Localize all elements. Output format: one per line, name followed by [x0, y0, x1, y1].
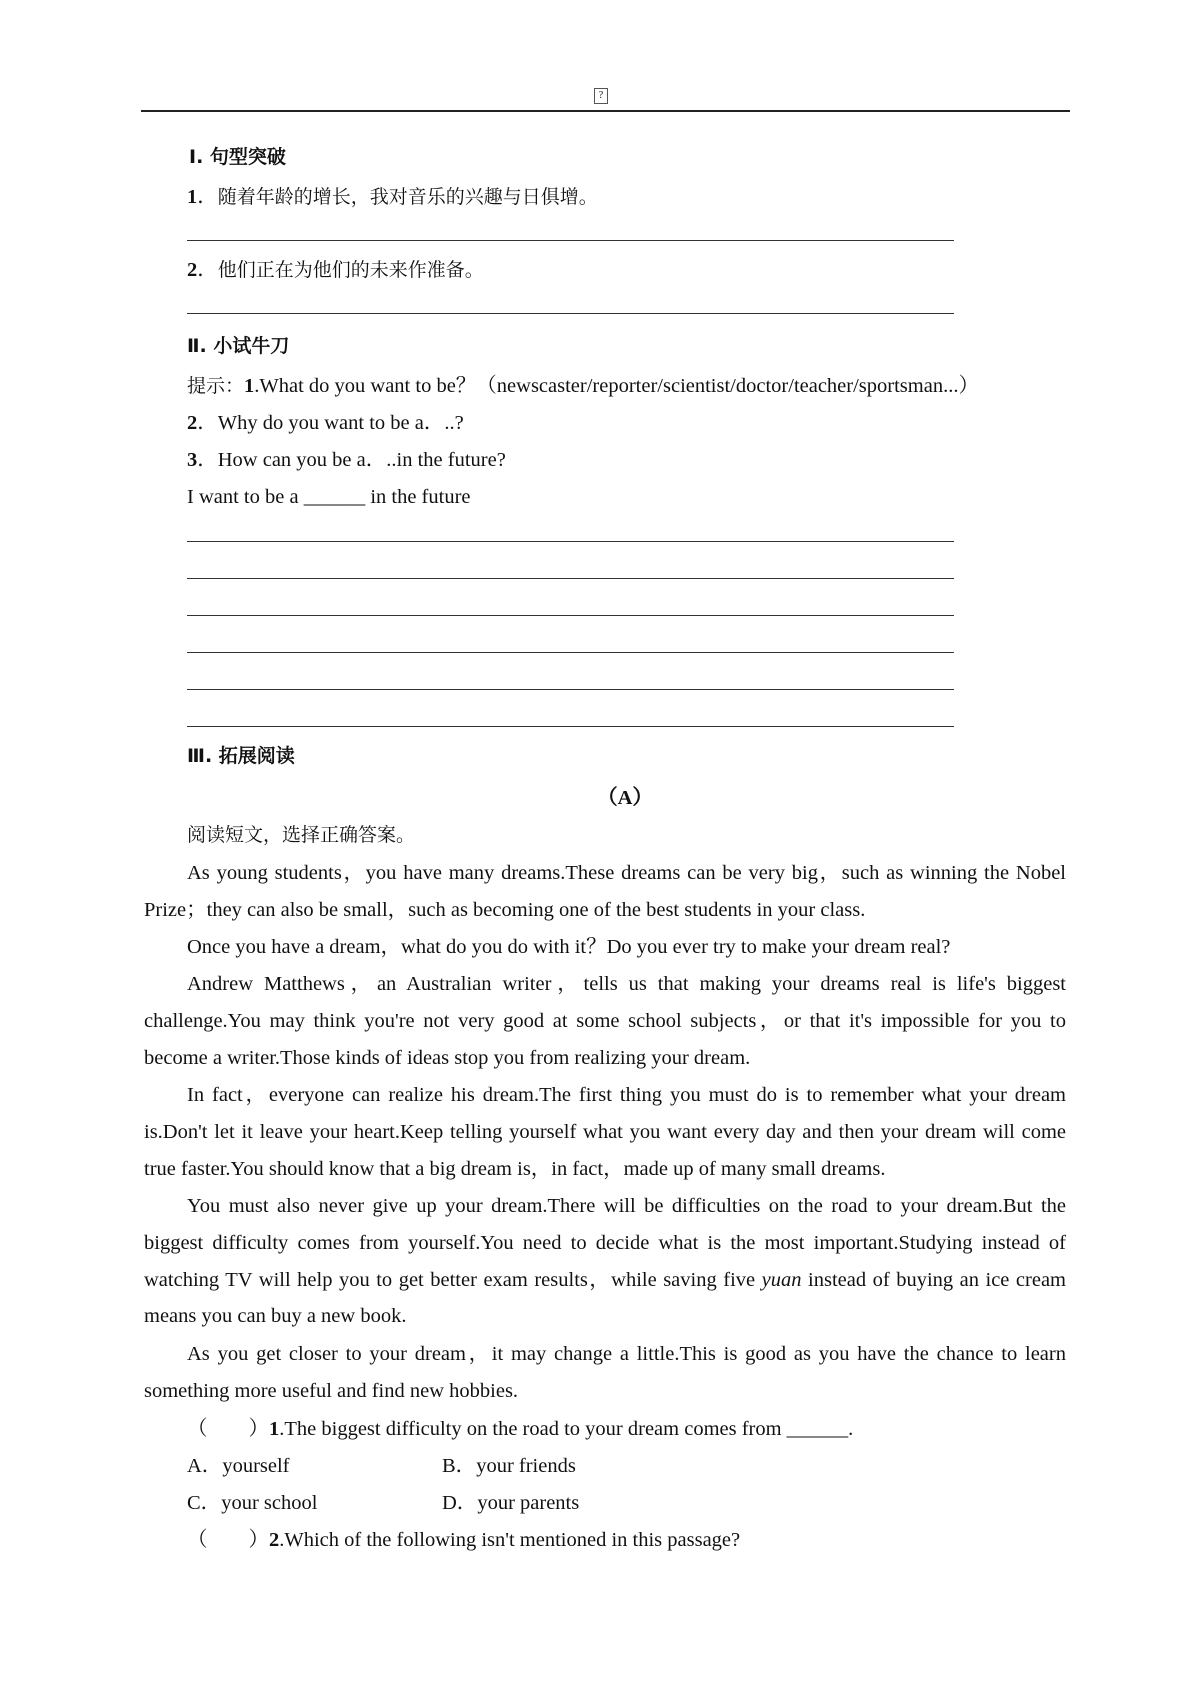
- section1-title: Ⅰ. 句型突破: [189, 146, 286, 168]
- paragraph-4: In fact，everyone can realize his dream.The first thing you must do is to remember what your dream is.Don't let it leave your heart.Keep telling yourself what you want every day and then your dream will come true faster.You should know that a big dream is，in fact，made up of many small dreams.: [144, 1084, 1066, 1180]
- answer-line[interactable]: [187, 240, 954, 241]
- paragraph-3: Andrew Matthews，an Australian writer，tells us that making your dreams real is life's biggest challenge.You may think you're not very good at some school subjects，or that it's impossible for you to become a writer.Those kinds of ideas stop you from realizing your dream.: [144, 973, 1066, 1069]
- hint-label: 提示：: [187, 375, 245, 397]
- section3-title: Ⅲ. 拓展阅读: [187, 745, 295, 767]
- section1-item-1: 1．随着年龄的增长，我对音乐的兴趣与日俱增。: [187, 186, 598, 208]
- writing-starter: I want to be a ______ in the future: [187, 486, 471, 508]
- answer-line[interactable]: [187, 615, 954, 616]
- paragraph-2: Once you have a dream，what do you do with it？Do you ever try to make your dream real?: [187, 936, 951, 958]
- question-text: .Which of the following isn't mentioned in this passage?: [279, 1529, 741, 1551]
- paragraph-1: As young students，you have many dreams.These dreams can be very big，such as winning the Nobel Prize；they can also be small，such as becoming one of the best students in your class.: [144, 862, 1066, 921]
- hint-text: How can you be a．..in the future?: [217, 449, 506, 471]
- question-text: .The biggest difficulty on the road to your dream comes from ______.: [279, 1418, 854, 1440]
- question-1: [187, 1417, 853, 1441]
- italic-word: yuan: [761, 1268, 802, 1291]
- header-rule: [141, 110, 1070, 112]
- hint-number: 2: [187, 412, 198, 434]
- question-number: 2: [269, 1529, 280, 1551]
- answer-line[interactable]: [187, 689, 954, 690]
- question-2: [187, 1528, 740, 1552]
- section2-title: Ⅱ. 小试牛刀: [187, 335, 290, 357]
- option-c[interactable]: C．your school: [187, 1492, 318, 1514]
- paragraph-5: You must also never give up your dream.There will be difficulties on the road to your dream.But the biggest difficulty comes from yourself.You need to decide what is the most important.Studying instead of watching TV will help you to get better exam results，while saving five yuan instead of buying an ice cream means you can buy a new book.: [144, 1195, 1066, 1328]
- passage-label: （A）: [597, 787, 653, 809]
- reading-instruction: 阅读短文，选择正确答案。: [187, 824, 416, 846]
- question-number: 1: [269, 1418, 280, 1440]
- option-d[interactable]: D．your parents: [442, 1492, 580, 1514]
- answer-line[interactable]: [187, 313, 954, 314]
- answer-line[interactable]: [187, 578, 954, 579]
- hint-text: .What do you want to be？（newscaster/reporter/scientist/doctor/teacher/sportsman...）: [254, 375, 979, 397]
- answer-line[interactable]: [187, 726, 954, 727]
- answer-line[interactable]: [187, 652, 954, 653]
- answer-line[interactable]: [187, 541, 954, 542]
- item-text: 他们正在为他们的未来作准备。: [217, 259, 484, 281]
- header-mark: ?: [594, 88, 608, 104]
- hint-line-2: 2．Why do you want to be a．..?: [187, 412, 464, 434]
- section1-item-2: 2．他们正在为他们的未来作准备。: [187, 259, 484, 281]
- answer-bracket[interactable]: （ ）: [187, 1418, 269, 1440]
- hint-number: 3: [187, 449, 198, 471]
- paragraph-6: As you get closer to your dream，it may change a little.This is good as you have the chance to learn something more useful and find new hobbies.: [144, 1343, 1066, 1402]
- hint-number: 1: [244, 375, 255, 397]
- hint-line-1: [187, 374, 979, 398]
- option-b[interactable]: B．your friends: [442, 1455, 576, 1477]
- item-number: 2: [187, 259, 198, 281]
- item-text: 随着年龄的增长，我对音乐的兴趣与日俱增。: [217, 186, 598, 208]
- item-number: 1: [187, 186, 198, 208]
- option-a[interactable]: A．yourself: [187, 1455, 290, 1477]
- hint-line-3: 3．How can you be a．..in the future?: [187, 449, 506, 471]
- answer-bracket[interactable]: （ ）: [187, 1529, 269, 1551]
- hint-text: Why do you want to be a．..?: [217, 412, 464, 434]
